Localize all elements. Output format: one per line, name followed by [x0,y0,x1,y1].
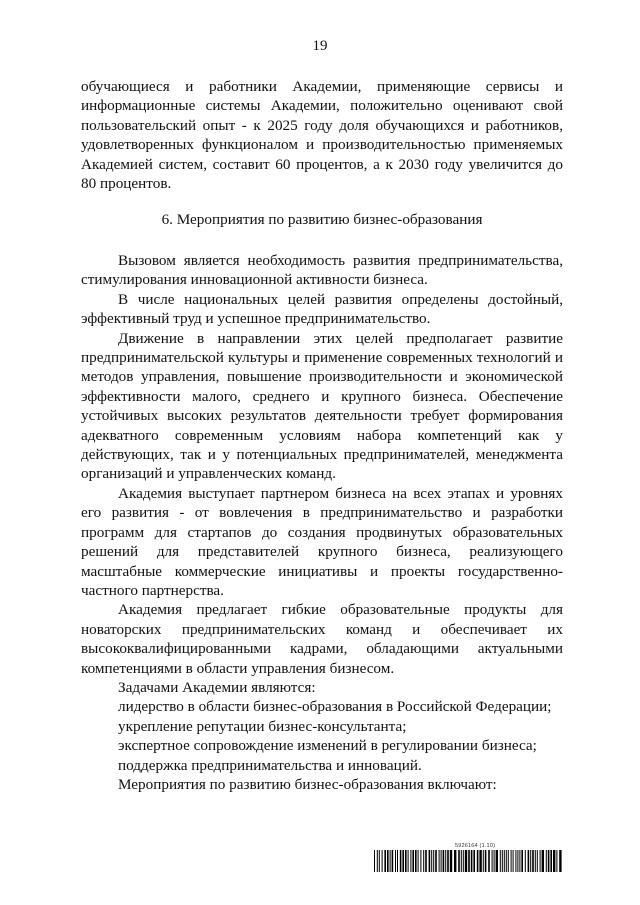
intro-text-block [81,77,563,193]
section-paragraph: Движение в направлении этих целей предполагает развитие предпринимательской культуры и применение современных технологий и методов управления, повышение производительности и экономической эффективности малого, среднего и крупного бизнеса. Обеспечение устойчивых высоких результатов деятельности требует формирования адекватного современным условиям набора компетенций как у действующих, так и у потенциальных предпринимателей, менеджмента организаций и управленческих команд. [81,329,563,483]
task-item: поддержка предпринимательства и инноваций. [118,756,422,774]
section-heading: 6. Мероприятия по развитию бизнес-образования [161,211,483,228]
page-number: 19 [312,38,328,54]
document-code: 5926164 (1.10) [455,843,496,849]
section-paragraph: Академия выступает партнером бизнеса на всех этапах и уровнях его развития - от вовлечения в предпринимательство и разработки программ для стартапов до создания продвинутых образовательных решений для представителей крупного бизнеса, реализующего масштабные коммерческие инициативы и проекты государственно-частного партнерства. [81,484,563,599]
section-paragraph: Академия предлагает гибкие образовательные продукты для новаторских предпринимательских команд и обеспечивает их высококвалифицированными кадрами, обладающими актуальными компетенциями в области управления бизнесом. [81,601,563,677]
section-body [81,251,563,794]
task-item: экспертное сопровождение изменений в регулировании бизнеса; [118,737,537,755]
section-paragraph: Вызовом является необходимость развития предпринимательства, стимулирования инновационной активности бизнеса. [81,252,563,289]
task-item: укрепление репутации бизнес-консультанта; [118,717,407,735]
task-item: лидерство в области бизнес-образования в Российской Федерации; [118,698,552,716]
barcode-image [374,850,562,872]
section-paragraph: В числе национальных целей развития определены достойный, эффективный труд и успешное предпринимательство. [81,290,563,328]
intro-paragraph: обучающиеся и работники Академии, применяющие сервисы и информационные системы Академии, положительно оценивают свой пользовательский опыт - к 2025 году доля обучающихся и работников, удовлетворенных функционалом и производительностью применяемых Академией систем, составит 60 процентов, а к 2030 году увеличится до 80 процентов. [81,78,563,193]
tasks-intro: Задачами Академии являются: [118,678,316,696]
closing-sentence: Мероприятия по развитию бизнес-образования включают: [118,775,497,793]
